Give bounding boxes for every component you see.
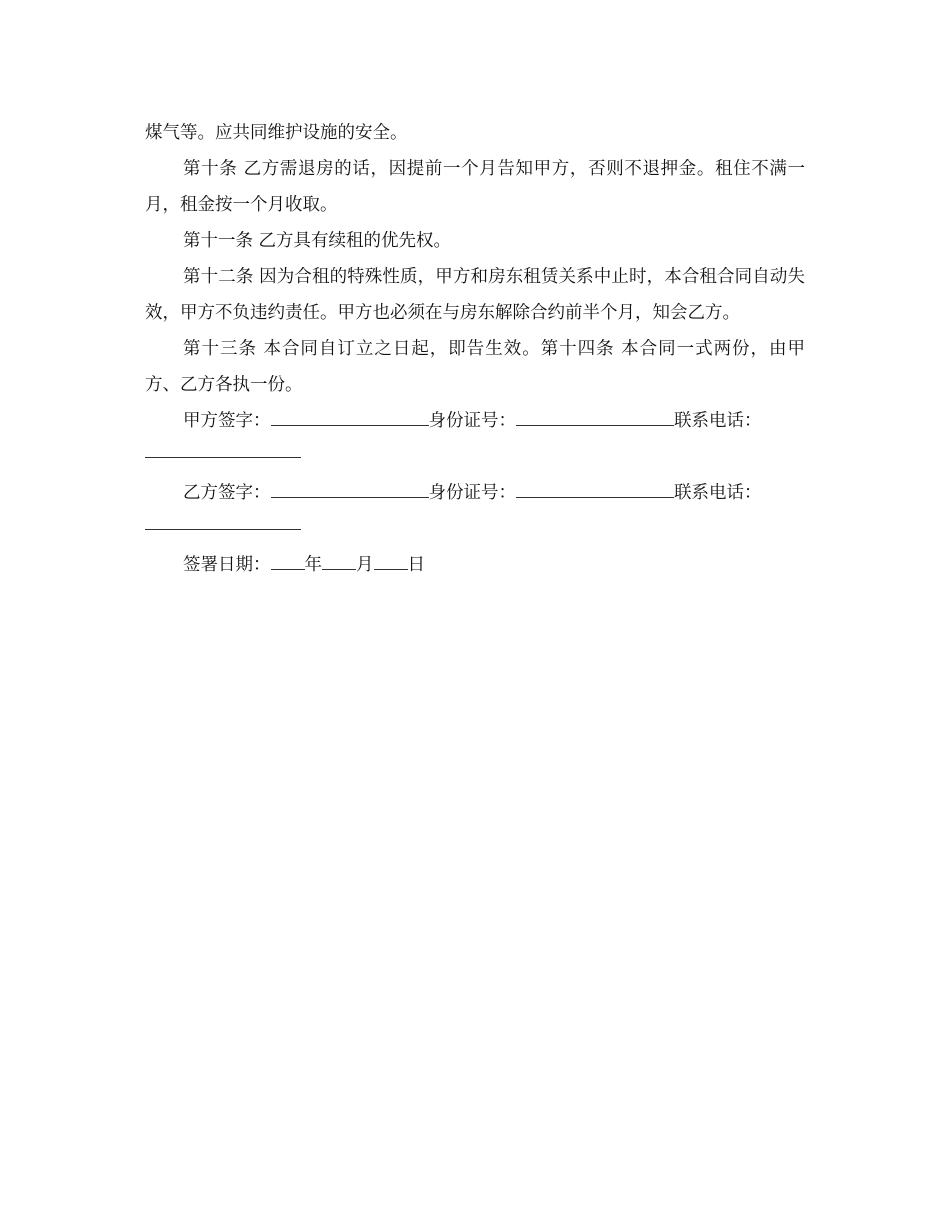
signing-date-line — [145, 547, 805, 583]
party-a-phone-blank — [145, 439, 301, 458]
party-b-sign-blank — [271, 479, 429, 498]
month-blank — [322, 551, 356, 570]
party-b-id-blank — [516, 479, 674, 498]
party-a-sign-label: 甲方签字： — [183, 411, 271, 431]
party-a-signature-line — [145, 403, 805, 439]
party-b-sign-label: 乙方签字： — [183, 483, 271, 503]
party-a-phone-row — [145, 439, 805, 475]
party-a-phone-label: 联系电话： — [674, 411, 762, 431]
party-b-id-label: 身份证号： — [428, 483, 516, 503]
party-a-id-blank — [516, 407, 674, 426]
signing-date-label: 签署日期： — [183, 555, 271, 575]
party-b-phone-row — [145, 511, 805, 547]
month-label: 月 — [356, 555, 374, 575]
paragraph-article-12: 第十二条 因为合租的特殊性质，甲方和房东租赁关系中止时，本合租合同自动失效，甲方不负违约责任。甲方也必须在与房东解除合约前半个月，知会乙方。 — [145, 267, 805, 323]
paragraph-article-10: 第十条 乙方需退房的话，因提前一个月告知甲方，否则不退押金。租住不满一月，租金按一个月收取。 — [145, 159, 805, 215]
day-label: 日 — [407, 555, 425, 575]
paragraph-article-13-14: 第十三条 本合同自订立之日起，即告生效。第十四条 本合同一式两份，由甲方、乙方各执一份。 — [145, 339, 805, 395]
year-blank — [271, 551, 305, 570]
paragraph-article-11: 第十一条 乙方具有续租的优先权。 — [183, 231, 452, 251]
year-label: 年 — [304, 555, 322, 575]
party-a-sign-blank — [271, 407, 429, 426]
party-a-id-label: 身份证号： — [428, 411, 516, 431]
party-b-signature-line — [145, 475, 805, 511]
party-b-phone-blank — [145, 511, 301, 530]
party-b-phone-label: 联系电话： — [674, 483, 762, 503]
day-blank — [374, 551, 408, 570]
paragraph-continuation: 煤气等。应共同维护设施的安全。 — [145, 123, 408, 143]
document-body — [145, 115, 805, 583]
